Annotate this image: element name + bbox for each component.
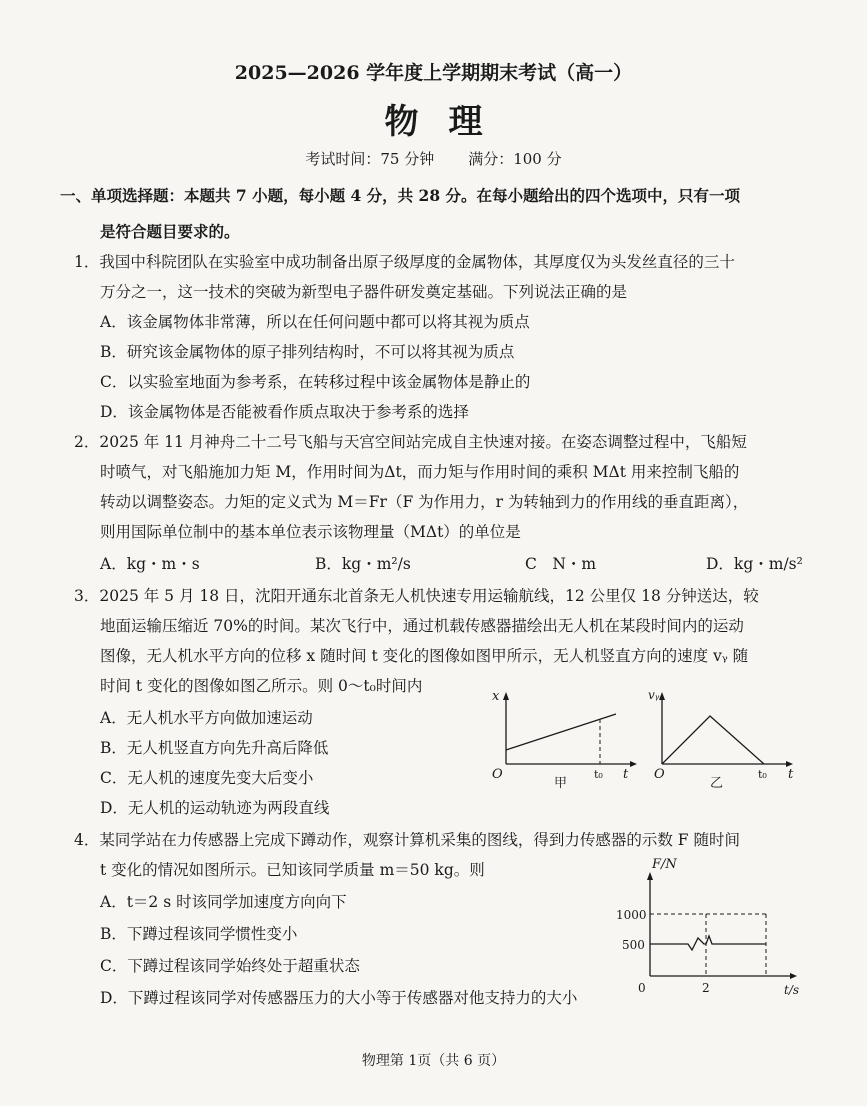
q2-stem-line3: 转动以调整姿态。力矩的定义式为 M＝Fr（F 为作用力，r 为转轴到力的作用线的垂直距离），	[100, 493, 749, 511]
q2-option-a: A．kg・m・s	[100, 555, 200, 573]
graph-jia-origin: O	[492, 767, 503, 782]
q4-option-c: C．下蹲过程该同学始终处于超重状态	[100, 957, 360, 975]
q3-option-c: C．无人机的速度先变大后变小	[100, 769, 314, 787]
q3-stem-line2: 地面运输压缩近 70%的时间。某次飞行中，通过机载传感器描绘出无人机在某段时间内的运动	[100, 617, 744, 635]
force-graph	[612, 852, 808, 1002]
section-heading-cont: 是符合题目要求的。	[100, 222, 240, 241]
graph-yi	[648, 686, 808, 792]
q2-stem-line2: 时喷气，对飞船施加力矩 M，作用时间为Δt，而力矩与作用时间的乘积 MΔt 用来控制飞船的	[100, 463, 740, 481]
q1-stem-line2: 万分之一，这一技术的突破为新型电子器件研发奠定基础。下列说法正确的是	[100, 283, 628, 301]
section-heading: 一、单项选择题：本题共 7 小题，每小题 4 分，共 28 分。在每小题给出的四个选项中，只有一项	[60, 186, 741, 205]
q4-option-b: B．下蹲过程该同学惯性变小	[100, 925, 298, 943]
q1-option-b: B．研究该金属物体的原子排列结构时，不可以将其视为质点	[100, 343, 515, 361]
q2-option-d: D．kg・m/s²	[706, 555, 803, 573]
q2-stem-line4: 则用国际单位制中的基本单位表示该物理量（MΔt）的单位是	[100, 523, 521, 541]
force-graph-tick-500: 500	[622, 938, 645, 952]
q3-option-d: D．无人机的运动轨迹为两段直线	[100, 799, 330, 817]
q2-option-c: C N・m	[525, 555, 597, 573]
graph-yi-caption: 乙	[710, 776, 724, 791]
exam-meta	[0, 148, 867, 169]
force-graph-origin: 0	[638, 981, 646, 995]
force-graph-tick-1000: 1000	[616, 908, 647, 922]
q3-option-b: B．无人机竖直方向先升高后降低	[100, 739, 329, 757]
graph-yi-origin: O	[654, 767, 665, 782]
q3-stem-line3: 图像，无人机水平方向的位移 x 随时间 t 变化的图像如图甲所示，无人机竖直方向的速度 vᵧ 随	[100, 647, 749, 665]
page-footer: 物理第 1页（共 6 页）	[361, 1053, 506, 1069]
graph-jia-caption: 甲	[554, 776, 568, 791]
q4-stem-line2: t 变化的情况如图所示。已知该同学质量 m＝50 kg。则	[100, 861, 485, 879]
force-graph-f-line	[650, 936, 766, 950]
q1-option-c: C．以实验室地面为参考系，在转移过程中该金属物体是静止的	[100, 373, 531, 391]
q4-option-a: A．t＝2 s 时该同学加速度方向向下	[100, 893, 347, 911]
q4-stem-line1: 4．某同学站在力传感器上完成下蹲动作，观察计算机采集的图线，得到力传感器的示数 F 随时间	[74, 831, 740, 849]
q4-option-d: D．下蹲过程该同学对传感器压力的大小等于传感器对他支持力的大小	[100, 989, 578, 1007]
exam-time: 考试时间：75 分钟	[305, 150, 435, 168]
q1-stem-line1: 1．我国中科院团队在实验室中成功制备出原子级厚度的金属物体，其厚度仅为头发丝直径的三十	[74, 253, 735, 271]
q3-option-a: A．无人机水平方向做加速运动	[100, 709, 313, 727]
force-graph-x-arrow	[790, 973, 797, 979]
graph-jia-ylabel: x	[492, 689, 500, 704]
q3-stem-line4: 时间 t 变化的图像如图乙所示。则 0～t₀时间内	[100, 677, 423, 695]
q3-stem-line1: 3．2025 年 5 月 18 日，沈阳开通东北首条无人机快速专用运输航线，12 公里仅 18 分钟送达，较	[74, 587, 759, 605]
graph-jia	[480, 686, 640, 792]
graph-yi-ylabel: vᵧ	[648, 688, 660, 702]
graph-jia-t0: t₀	[594, 768, 603, 781]
q2-stem-line1: 2．2025 年 11 月神舟二十二号飞船与天宫空间站完成自主快速对接。在姿态调整过程中，飞船短	[74, 433, 747, 451]
graph-yi-t0: t₀	[758, 768, 767, 781]
q1-option-a: A．该金属物体非常薄，所以在任何问题中都可以将其视为质点	[100, 313, 530, 331]
exam-title: 2025—2026 学年度上学期期末考试（高一）	[234, 62, 633, 84]
q1-option-d: D．该金属物体是否能被看作质点取决于参考系的选择	[100, 403, 469, 421]
graph-yi-vy-line	[662, 716, 764, 764]
force-graph-xlabel: t/s	[784, 983, 800, 997]
force-graph-ylabel: F/N	[652, 857, 677, 872]
graph-jia-y-arrow	[503, 692, 509, 700]
force-graph-y-arrow	[647, 872, 653, 880]
graph-yi-y-arrow	[659, 692, 665, 700]
full-score: 满分：100 分	[468, 150, 562, 168]
graph-yi-xlabel: t	[788, 767, 794, 782]
graph-jia-xlabel: t	[623, 767, 629, 782]
subject-title: 物理	[384, 102, 513, 142]
graph-jia-x-arrow	[630, 761, 637, 767]
force-graph-tick-2: 2	[702, 981, 710, 995]
q2-option-b: B．kg・m²/s	[315, 555, 411, 573]
